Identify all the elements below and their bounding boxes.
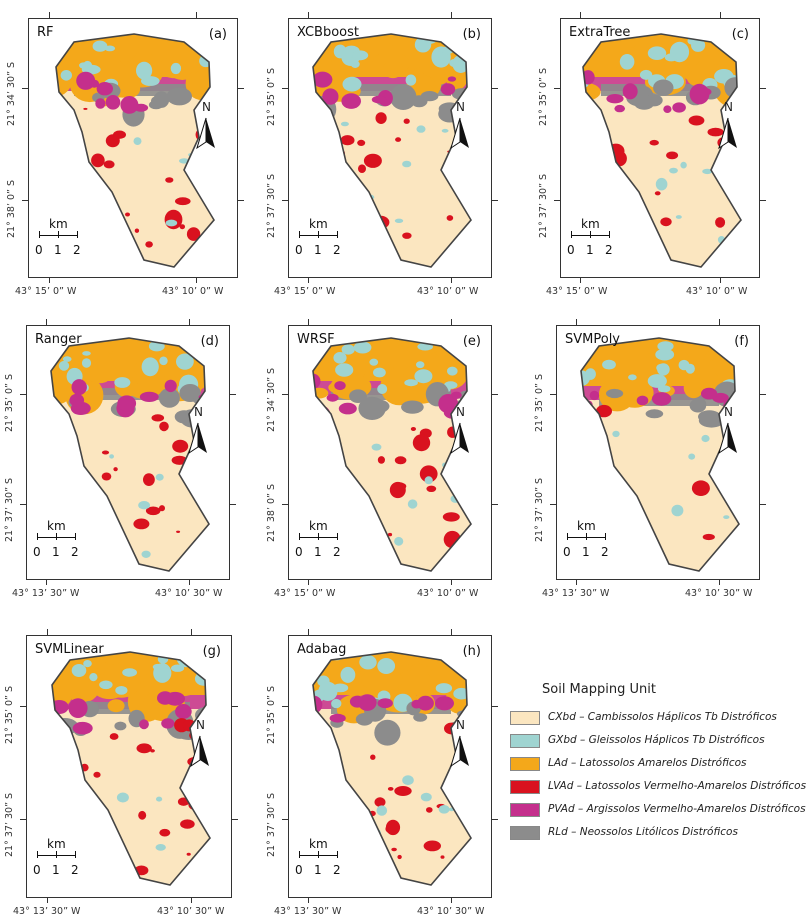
y-tick [760,88,766,89]
x-tick [47,898,48,903]
legend-item-pvad [510,802,806,820]
scale-unit: km [47,519,66,533]
y-tick [760,394,766,395]
x-axis-label: 43° 10’ 0” W [162,286,224,297]
x-tick [308,12,309,18]
legend-swatch-lad [510,757,540,771]
scale-tick [37,533,38,540]
scale-tick [571,231,572,238]
scale-tick [590,231,591,238]
scale-label: 0 [33,863,41,877]
legend-item-rld [510,825,780,843]
y-axis-label: 21° 35’ 0” S [266,67,277,126]
y-tick [760,200,766,201]
north-arrow [449,100,471,154]
y-axis-label: 21° 35’ 0” S [538,67,549,126]
legend-item-gxbd [510,733,780,751]
x-tick [451,278,452,283]
x-tick [46,319,47,325]
north-arrow [195,100,217,154]
panel-letter: (f) [734,334,749,349]
scale-tick [318,851,319,858]
scale-label: 2 [71,545,79,559]
scale-tick [75,851,76,858]
scale-tick [77,231,78,238]
y-tick [554,200,560,201]
map-frame [560,18,760,278]
panel-letter: (b) [462,27,481,42]
x-tick [189,319,190,325]
scale-tick [586,533,587,540]
north-arrow-icon [717,118,739,150]
scale-tick [75,533,76,540]
scale-unit: km [49,217,68,231]
x-tick [720,278,721,283]
panel-title: Adabag [297,642,347,657]
panel-title: ExtraTree [569,25,631,40]
x-axis-label: 43° 13’ 30” W [274,906,342,917]
y-tick [20,504,26,505]
y-tick [282,200,288,201]
y-axis-label: 21° 35’ 0” S [4,685,15,744]
x-tick [46,580,47,585]
north-arrow-icon [449,118,471,150]
y-axis-label: 21° 38’ 0” S [6,179,17,238]
map-panel [534,325,760,599]
scale-tick [337,533,338,540]
north-arrow-icon [195,118,217,150]
y-tick [238,88,244,89]
x-tick [576,580,577,585]
north-label: N [724,100,733,114]
y-tick [282,706,288,707]
x-tick [196,278,197,283]
legend-label-lvad: LVAd – Latossolos Vermelho-Amarelos Distróficos [548,780,806,792]
scale-label: 2 [601,545,609,559]
scale-unit: km [309,217,328,231]
north-arrow [449,405,471,459]
panel-letter: (d) [200,334,219,349]
scale-tick [299,533,300,540]
x-tick [49,12,50,18]
scale-label: 1 [586,243,594,257]
scale-label: 1 [314,863,322,877]
north-label: N [456,405,465,419]
y-axis-label: 21° 35’ 0” S [266,685,277,744]
panel-title: XCBboost [297,25,359,40]
x-tick [451,898,452,903]
x-tick [308,580,309,585]
north-label: N [196,718,205,732]
north-arrow [189,718,211,772]
scale-unit: km [47,837,66,851]
north-arrow [717,100,739,154]
scale-label: 1 [582,545,590,559]
panel-title: SVMLinear [35,642,104,657]
scale-tick [337,231,338,238]
x-tick [191,898,192,903]
x-tick [580,278,581,283]
x-tick [308,319,309,325]
y-tick [22,200,28,201]
y-axis-label: 21° 35’ 0” S [4,373,15,432]
map-frame [26,635,232,898]
y-axis-label: 21° 37’ 30” S [4,792,15,857]
scale-unit: km [581,217,600,231]
north-arrow [717,405,739,459]
x-tick [308,278,309,283]
x-tick [451,12,452,18]
scale-label: 2 [333,863,341,877]
x-tick [308,898,309,903]
y-axis-label: 21° 34’ 30” S [266,367,277,432]
scale-label: 2 [71,863,79,877]
legend-swatch-rld [510,826,540,840]
y-tick [20,819,26,820]
scale-tick [299,231,300,238]
north-arrow-icon [189,736,211,768]
y-tick [550,394,556,395]
scale-label: 0 [35,243,43,257]
scale-unit: km [577,519,596,533]
legend-title: Soil Mapping Unit [542,682,656,697]
map-frame [556,325,760,580]
x-tick [189,580,190,585]
scale-tick [609,231,610,238]
panel-letter: (h) [462,644,481,659]
legend-label-lad: LAd – Latossolos Amarelos Distróficos [548,757,747,769]
x-axis-label: 43° 10’ 0” W [686,286,748,297]
map-frame [288,635,492,898]
map-frame [28,18,238,278]
map-frame [26,325,230,580]
legend-label-gxbd: GXbd – Gleissolos Háplicos Tb Distróficos [548,734,765,746]
north-arrow [187,405,209,459]
y-tick [492,819,498,820]
x-axis-label: 43° 10’ 30” W [417,906,485,917]
map-panel [4,635,232,917]
x-axis-label: 43° 15’ 0” W [15,286,77,297]
y-tick [232,819,238,820]
scale-tick [318,231,319,238]
x-tick [720,12,721,18]
scale-label: 2 [333,545,341,559]
legend-swatch-pvad [510,803,540,817]
scale-unit: km [309,519,328,533]
y-tick [492,504,498,505]
y-tick [230,394,236,395]
north-arrow-icon [187,423,209,455]
map-panel [266,18,492,297]
y-tick [554,88,560,89]
legend-swatch-gxbd [510,734,540,748]
panel-letter: (c) [731,27,749,42]
scale-tick [39,231,40,238]
scale-tick [37,851,38,858]
y-tick [282,819,288,820]
scale-tick [56,533,57,540]
scale-label: 0 [567,243,575,257]
north-label: N [724,405,733,419]
scale-tick [299,851,300,858]
y-tick [238,200,244,201]
y-tick [492,88,498,89]
y-tick [230,504,236,505]
y-axis-label: 21° 37’ 30” S [534,477,545,542]
north-arrow-icon [449,736,471,768]
scale-tick [56,851,57,858]
x-axis-label: 43° 10’ 0” W [417,286,479,297]
x-tick [580,12,581,18]
scale-label: 0 [563,545,571,559]
panel-title: Ranger [35,332,82,347]
x-tick [719,319,720,325]
x-axis-label: 43° 15’ 0” W [274,588,336,599]
x-axis-label: 43° 13’ 30” W [542,588,610,599]
map-panel [4,325,230,599]
x-axis-label: 43° 13’ 30” W [12,588,80,599]
y-tick [492,200,498,201]
panel-letter: (a) [208,27,227,42]
legend-swatch-cxbd [510,711,540,725]
scale-label: 1 [314,545,322,559]
scale-unit: km [309,837,328,851]
x-axis-label: 43° 13’ 30” W [13,906,81,917]
y-tick [232,706,238,707]
legend-item-cxbd [510,710,780,728]
map-panel [266,635,492,917]
map-panel [6,18,238,297]
scale-label: 1 [52,863,60,877]
scale-tick [605,533,606,540]
y-tick [282,88,288,89]
x-tick [451,580,452,585]
scale-tick [318,533,319,540]
legend-item-lvad [510,779,806,797]
north-label: N [456,718,465,732]
north-label: N [456,100,465,114]
north-label: N [194,405,203,419]
x-axis-label: 43° 15’ 0” W [274,286,336,297]
scale-label: 2 [73,243,81,257]
north-arrow-icon [717,423,739,455]
y-tick [22,88,28,89]
scale-label: 0 [295,863,303,877]
x-tick [49,278,50,283]
x-axis-label: 43° 10’ 30” W [685,588,753,599]
scale-label: 1 [314,243,322,257]
panel-title: RF [37,25,54,40]
y-axis-label: 21° 37’ 30” S [266,173,277,238]
panel-title: SVMPoly [565,332,620,347]
north-label: N [202,100,211,114]
x-axis-label: 43° 10’ 30” W [157,906,225,917]
y-tick [492,394,498,395]
y-axis-label: 21° 34’ 30” S [6,61,17,126]
scale-label: 2 [333,243,341,257]
y-axis-label: 21° 37’ 30” S [538,173,549,238]
map-frame [288,18,492,278]
x-axis-label: 43° 15’ 0” W [546,286,608,297]
north-arrow-icon [449,423,471,455]
y-tick [20,706,26,707]
x-axis-label: 43° 10’ 0” W [417,588,479,599]
y-axis-label: 21° 38’ 0” S [266,483,277,542]
legend-label-cxbd: CXbd – Cambissolos Háplicos Tb Distróficos [548,711,777,723]
x-tick [47,629,48,635]
map-panel [266,325,492,599]
y-tick [20,394,26,395]
x-tick [576,319,577,325]
x-tick [451,319,452,325]
y-axis-label: 21° 35’ 0” S [534,373,545,432]
y-tick [492,706,498,707]
x-axis-label: 43° 10’ 30” W [155,588,223,599]
scale-label: 0 [295,243,303,257]
scale-label: 0 [33,545,41,559]
map-panel [538,18,760,297]
x-tick [719,580,720,585]
panel-letter: (g) [202,644,221,659]
y-axis-label: 21° 37’ 30” S [266,792,277,857]
north-arrow [449,718,471,772]
x-tick [191,629,192,635]
legend-label-rld: RLd – Neossolos Litólicos Distróficos [548,826,738,838]
y-tick [282,394,288,395]
scale-label: 0 [295,545,303,559]
y-tick [760,504,766,505]
y-tick [550,504,556,505]
scale-tick [567,533,568,540]
x-tick [451,629,452,635]
scale-tick [58,231,59,238]
scale-label: 1 [54,243,62,257]
legend-swatch-lvad [510,780,540,794]
legend-item-lad [510,756,780,774]
x-tick [308,629,309,635]
scale-tick [337,851,338,858]
panel-title: WRSF [297,332,335,347]
y-tick [282,504,288,505]
scale-label: 2 [605,243,613,257]
x-tick [196,12,197,18]
panel-letter: (e) [462,334,481,349]
legend-label-pvad: PVAd – Argissolos Vermelho-Amarelos Distróficos [548,803,806,815]
scale-label: 1 [52,545,60,559]
y-axis-label: 21° 37’ 30” S [4,477,15,542]
map-frame [288,325,492,580]
